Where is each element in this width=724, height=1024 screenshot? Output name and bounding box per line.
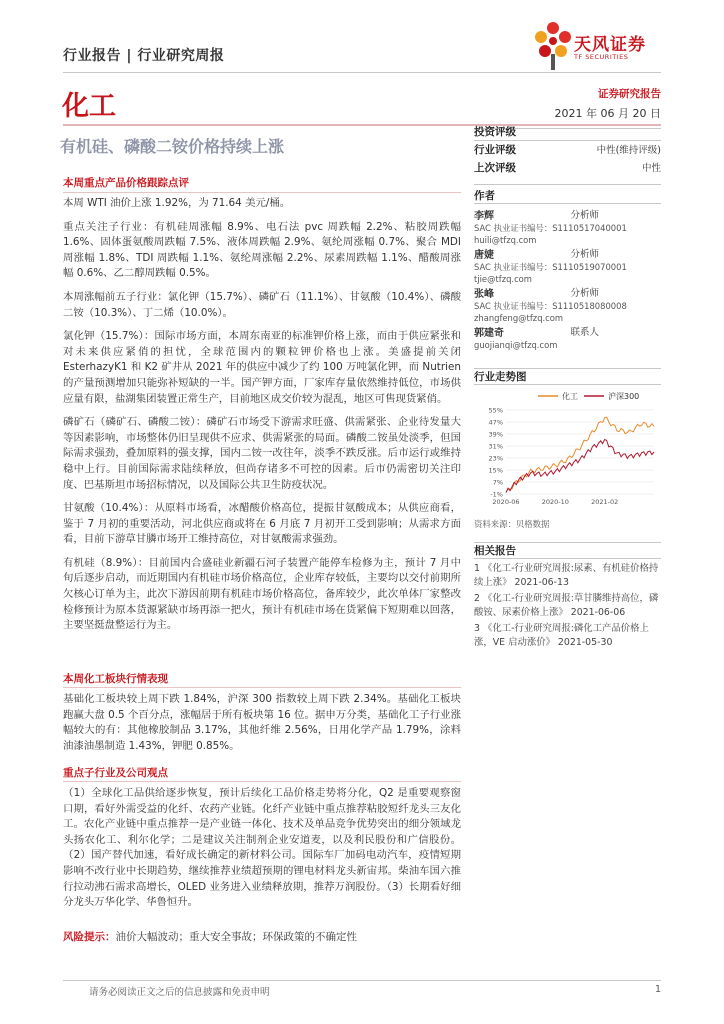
industry-trend-chart bbox=[474, 388, 661, 510]
author-role: 分析师 bbox=[570, 249, 599, 260]
legend-label-csi300: 沪深300 bbox=[608, 392, 640, 401]
author-email[interactable]: guojianqi@tfzq.com bbox=[474, 340, 558, 350]
chart-source: 资料来源：贝格数据 bbox=[474, 519, 550, 529]
y-tick-label: -1% bbox=[490, 490, 503, 499]
chart-legend bbox=[538, 391, 639, 401]
brand-name-en: TF SECURITIES bbox=[574, 53, 629, 61]
author-cert: SAC 执业证书编号：S1110518080008 bbox=[474, 301, 627, 311]
paragraph-silicone: 有机硅（8.9%）：目前国内合盛硅业新疆石河子装置产能停车检修为主，预计 7 月中旬后逐步启动，而近期国内有机硅市场价格高位，企业库存较低，主要均以交付前期所欠核心订单为主，此次下游因前期有机硅市场价格高位，备库较少，此次单体厂家整改检修预计为原本货源紧缺市场再添一把火，预计有机硅市场在货紧偏下短期难以回落，主要坚挺盘整运行为主。 bbox=[63, 556, 461, 632]
rating-heading: 投资评级 bbox=[474, 126, 516, 138]
report-main-title: 有机硅、磷酸二铵价格持续上涨 bbox=[60, 137, 285, 156]
authors-heading: 作者 bbox=[474, 190, 495, 202]
paragraph-top-five: 本周涨幅前五子行业：氯化钾（15.7%）、磷矿石（11.1%）、甘氨酸（10.4%）、磷酸二铵（10.3%）、丁二烯（10.0%）。 bbox=[63, 290, 461, 319]
related-report-link[interactable]: 2 《化工-行业研究周报:草甘膦维持高位，磷酸铵、尿素价格上涨》 2021-06-06 bbox=[474, 593, 659, 618]
author-role: 分析师 bbox=[570, 210, 599, 221]
author-email[interactable]: huili@tfzq.com bbox=[474, 235, 537, 245]
related-heading: 相关报告 bbox=[474, 545, 516, 557]
risk-text: 油价大幅波动；重大安全事故；环保政策的不确定性 bbox=[115, 931, 357, 943]
author-entry bbox=[474, 285, 661, 324]
flower-logo-icon bbox=[532, 20, 574, 72]
section-divider bbox=[63, 781, 461, 782]
section-heading-market-performance: 本周化工板块行情表现 bbox=[63, 673, 168, 685]
y-tick-label: 7% bbox=[492, 478, 503, 487]
rating-label: 上次评级 bbox=[474, 162, 516, 174]
y-tick-label: 39% bbox=[488, 430, 503, 439]
sidebar-divider bbox=[474, 558, 661, 559]
y-tick-label: 31% bbox=[488, 442, 503, 451]
rating-value: 中性 bbox=[641, 163, 661, 174]
body-text-block-1 bbox=[63, 196, 461, 634]
author-entry bbox=[474, 246, 661, 285]
paragraph-company-views: （1）全球化工品供给逐步恢复，预计后续化工品价格走势将分化，Q2 是重要观察窗口期，看好外需受益的化纤、农药产业链。化纤产业链中重点推荐粘胶短纤龙头三友化工。农化产业链中重点推荐一是产业链一体化、技术及单品竞争优势突出的细分领域龙头扬农化工、利尔化学；二是建议关注制剂企业安道麦，以及利民股份和广信股份。（2）国产替代加速，看好成长确定的新材料公司。国际车厂加码电动汽车，疫情短期影响不改行业中长期趋势，继续推荐业绩超预期的锂电材料龙头新宙邦。柴油车国六推行拉动沸石需求高增长，OLED 业务进入业绩释放期，推荐万润股份。（3）长期看好细分龙头万华化学、华鲁恒升。 bbox=[63, 787, 461, 909]
y-tick-label: 55% bbox=[488, 406, 503, 415]
paragraph-key-subsectors: 重点关注子行业：有机硅周涨幅 8.9%、电石法 pvc 周跌幅 2.2%、粘胶周跌幅 1.6%、固体蛋氨酸周跌幅 7.5%、液体周跌幅 2.9%、氨纶周涨幅 0.7%、聚合 MDI 周涨幅 1.8%、TDI 周跌幅 1.1%、氨纶周涨幅 2.2%、尿素周跌幅 1.1%、醋酸周涨幅 0.6%、乙二醇周跌幅 0.5%。 bbox=[63, 220, 461, 280]
sidebar-divider bbox=[474, 384, 661, 385]
author-role: 分析师 bbox=[570, 288, 599, 299]
author-name: 郭建奇 bbox=[474, 328, 504, 339]
paragraph-glycine: 甘氨酸（10.4%）：从原料市场看，冰醋酸价格高位，提振甘氨酸成本；从供应商看，鉴于 7 月初的重要活动，河北供应商或将在 6 月底 7 月初开工受到影响；从需求方面看，目前下游草甘膦市场开工维持高位，对甘氨酸需求强劲。 bbox=[63, 502, 461, 546]
brand-name-cn: 天风证券 bbox=[574, 35, 646, 55]
author-entry bbox=[474, 324, 661, 351]
report-date: 2021 年 06 月 20 日 bbox=[554, 107, 661, 120]
y-tick-label: 23% bbox=[488, 454, 503, 463]
section-heading-company-views: 重点子行业及公司观点 bbox=[63, 767, 168, 779]
related-report-link[interactable]: 3 《化工-行业研究周报:磷化工产品价格上涨，VE 启动涨价》 2021-05-30 bbox=[474, 623, 649, 648]
author-email[interactable]: tjie@tfzq.com bbox=[474, 274, 532, 284]
sidebar-divider bbox=[474, 184, 661, 185]
y-tick-label: 47% bbox=[488, 418, 503, 427]
disclaimer: 请务必阅读正文之后的信息披露和免责申明 bbox=[89, 987, 270, 998]
series-line-csi300 bbox=[506, 439, 654, 492]
x-tick-label: 2020-06 bbox=[492, 498, 520, 506]
x-tick-label: 2021-02 bbox=[591, 498, 619, 506]
brand-logo bbox=[530, 14, 670, 74]
paragraph-oil-price: 本周 WTI 油价上涨 1.92%，为 71.64 美元/桶。 bbox=[63, 197, 291, 209]
sidebar-divider bbox=[474, 203, 661, 204]
rating-value: 中性(维持评级) bbox=[596, 145, 661, 156]
risk-warning bbox=[63, 929, 357, 944]
related-reports-list bbox=[474, 562, 661, 650]
author-name: 唐婕 bbox=[474, 250, 494, 261]
section-divider bbox=[63, 192, 461, 193]
author-name: 张峰 bbox=[474, 289, 494, 300]
paragraph-phosphate: 磷矿石（磷矿石、磷酸二铵）：磷矿石市场受下游需求旺盛、供需紧张、企业待发量大等因素影响，市场整体仍旧呈现供不应求、供需紧张的局面。磷酸二铵虽处淡季，但国际需求强劲，叠加原料的强支撑，国内二铵一改往年，淡季不跌反涨。后市运行或维持稳中上行。目前国际需求陆续释放，但尚存诸多不可控的因素。后市仍需密切关注印度、巴基斯坦市场招标情况，以及国际公共卫生防疫状况。 bbox=[63, 416, 461, 491]
report-type: 证券研究报告 bbox=[598, 88, 661, 100]
rating-row-previous bbox=[474, 160, 661, 175]
trend-heading: 行业走势图 bbox=[474, 371, 527, 383]
author-name: 李辉 bbox=[474, 211, 494, 222]
author-cert: SAC 执业证书编号：S1110519070001 bbox=[474, 262, 627, 272]
footer-divider bbox=[63, 980, 661, 981]
legend-label-chem: 化工 bbox=[562, 392, 578, 401]
report-category: 行业报告 | 行业研究周报 bbox=[63, 48, 225, 64]
risk-label: 风险提示： bbox=[63, 931, 116, 943]
rating-row-industry bbox=[474, 142, 661, 157]
section-heading-price-tracking: 本周重点产品价格跟踪点评 bbox=[63, 177, 189, 189]
industry-title: 化工 bbox=[62, 91, 116, 122]
author-cert: SAC 执业证书编号：S1110517040001 bbox=[474, 223, 627, 233]
author-role: 联系人 bbox=[570, 327, 599, 338]
x-tick-label: 2020-10 bbox=[541, 498, 569, 506]
section-divider bbox=[63, 687, 461, 688]
y-tick-label: 15% bbox=[488, 466, 503, 475]
author-email[interactable]: zhangfeng@tfzq.com bbox=[474, 313, 564, 323]
rating-label: 行业评级 bbox=[474, 144, 516, 156]
paragraph-potassium-chloride: 氯化钾（15.7%）：国际市场方面，本周东南亚的标准钾价格上涨，而由于供应紧张和对未来供应紧俏的担忧，全球范围内的颗粒钾价格也上涨。美盛提前关闭 EsterhazyK1 和 K2 矿井从 2021 年的供应中减少了约 100 万吨氯化钾，而 Nutrien 的产量预测增加只能弥补短缺的一半。国产钾方面，厂家库存量依然维持低位，市场供应量有限，盐湖集团装置正常生产，目前地区成交价较为混乱，地区可售现货紧俏。 bbox=[63, 330, 461, 405]
related-report-link[interactable]: 1 《化工-行业研究周报:尿素、有机硅价格持续上涨》 2021-06-13 bbox=[474, 563, 659, 588]
sidebar-divider bbox=[474, 140, 661, 141]
page-number: 1 bbox=[654, 984, 661, 995]
paragraph-market-performance: 基础化工板块较上周下跌 1.84%，沪深 300 指数较上周下跌 2.34%。基础化工板块跑赢大盘 0.5 个百分点，涨幅居于所有板块第 16 位。据申万分类，基础化工子行业涨幅较大的有：其他橡胶制品 3.17%，其他纤维 2.56%，日用化学产品 1.79%，涂料油漆油墨制造 1.43%，钾肥 0.85%。 bbox=[63, 693, 461, 752]
author-entry bbox=[474, 207, 661, 246]
